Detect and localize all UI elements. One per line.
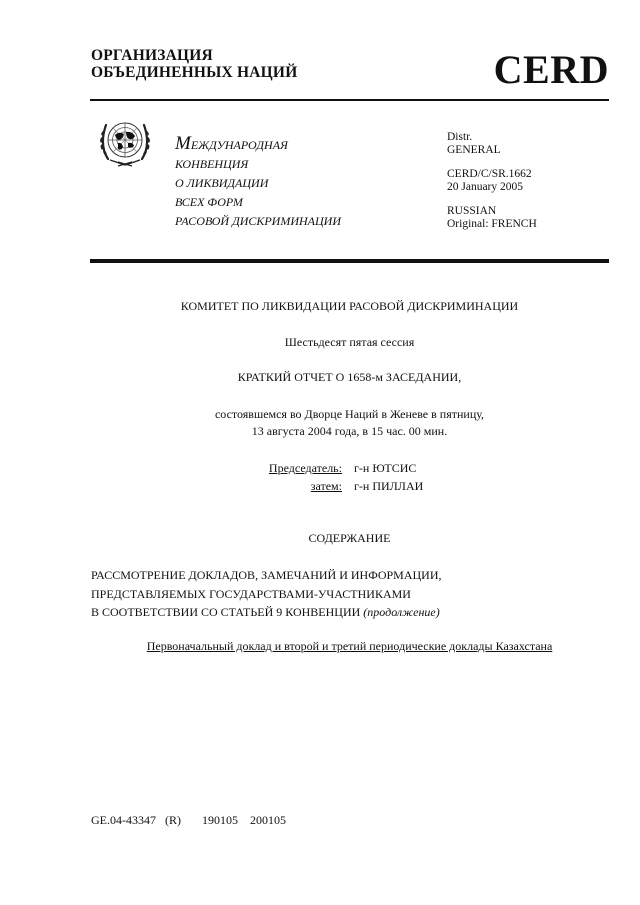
agenda-item-line2: ПРЕДСТАВЛЯЕМЫХ ГОСУДАРСТВАМИ-УЧАСТНИКАМИ <box>91 586 411 601</box>
officer-role: Председатель: <box>268 461 342 475</box>
organization-name-line1: ОРГАНИЗАЦИЯ <box>91 47 213 64</box>
committee-name: КОМИТЕТ ПО ЛИКВИДАЦИИ РАСОВОЙ ДИСКРИМИНАЦИИ <box>180 299 519 313</box>
meeting-details-line2: 13 августа 2004 года, в 15 час. 00 мин. <box>251 424 448 438</box>
job-number-footer <box>91 813 286 827</box>
header-divider <box>90 99 609 101</box>
officer-row <box>200 477 520 495</box>
convention-title <box>175 134 341 231</box>
job-number: GE.04-43347 <box>91 813 156 827</box>
un-emblem-icon <box>96 113 154 171</box>
continued-note: (продолжение) <box>363 605 440 619</box>
distribution-info <box>447 131 537 230</box>
revision-marker: (R) <box>165 813 181 827</box>
organization-name <box>91 47 297 81</box>
original-language: Original: FRENCH <box>447 217 537 230</box>
convention-title-line2: КОНВЕНЦИЯ <box>175 157 249 171</box>
officer-name: г-н ЮТСИС <box>354 461 417 475</box>
officer-row <box>200 459 520 477</box>
presiding-officers <box>200 459 520 495</box>
agenda-item <box>91 566 442 622</box>
convention-title-line5: РАСОВОЙ ДИСКРИМИНАЦИИ <box>175 214 342 228</box>
convention-title-line4: ВСЕХ ФОРМ <box>175 195 243 209</box>
agenda-item-line3 <box>91 603 442 622</box>
document-series-symbol: CERD <box>493 47 609 92</box>
contents-heading: СОДЕРЖАНИЕ <box>308 531 391 545</box>
officer-role: затем: <box>310 479 342 493</box>
convention-title-line1-rest: ЕЖДУНАРОДНАЯ <box>190 138 288 152</box>
document-language: RUSSIAN <box>447 205 497 217</box>
agenda-item-line3-text: В СООТВЕТСТВИИ СО СТАТЬЕЙ 9 КОНВЕНЦИИ <box>91 605 361 619</box>
summary-record-title: КРАТКИЙ ОТЧЕТ О 1658-м ЗАСЕДАНИИ, <box>237 370 462 384</box>
document-symbol: CERD/C/SR.1662 <box>447 168 532 180</box>
meeting-details-line1: состоявшемся во Дворце Наций в Женеве в пятницу, <box>214 407 485 421</box>
meeting-details <box>90 406 609 440</box>
footer-date-1: 190105 <box>202 813 238 827</box>
convention-title-initial: М <box>175 133 191 154</box>
agenda-item-line1: РАССМОТРЕНИЕ ДОКЛАДОВ, ЗАМЕЧАНИЙ И ИНФОРМАЦИИ, <box>91 568 442 582</box>
distribution-label: Distr. <box>447 131 473 143</box>
convention-title-line3: О ЛИКВИДАЦИИ <box>175 176 269 190</box>
distribution-value: GENERAL <box>447 143 501 156</box>
organization-name-line2: ОБЪЕДИНЕННЫХ НАЦИЙ <box>91 64 298 81</box>
session-title: Шестьдесят пятая сессия <box>284 335 415 349</box>
footer-date-2: 200105 <box>250 813 286 827</box>
document-date: 20 January 2005 <box>447 180 524 193</box>
convention-title-line1 <box>175 134 341 155</box>
title-block-divider <box>90 259 609 263</box>
agenda-sub-item: Первоначальный доклад и второй и третий периодические доклады Казахстана <box>146 639 553 653</box>
officer-name: г-н ПИЛЛАИ <box>354 479 424 493</box>
